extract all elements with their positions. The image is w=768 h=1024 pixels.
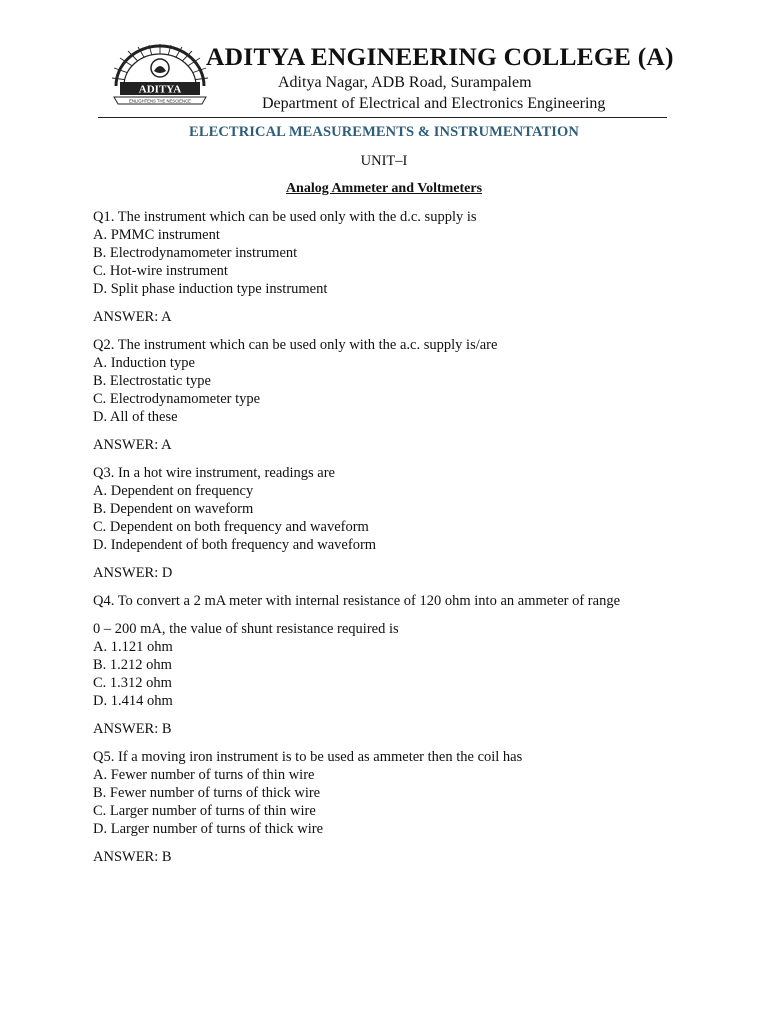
answer-text: ANSWER: B	[93, 721, 172, 737]
option-a: A. PMMC instrument	[93, 227, 220, 243]
question-block	[93, 748, 713, 866]
option-c: C. Dependent on both frequency and waveform	[93, 519, 369, 535]
option-d: D. All of these	[93, 409, 178, 425]
question-block	[93, 336, 713, 464]
question-text: Q2. The instrument which can be used only with the a.c. supply is/are	[93, 337, 498, 353]
question-text-continued: 0 – 200 mA, the value of shunt resistance required is	[93, 621, 399, 637]
question-text: Q5. If a moving iron instrument is to be used as ammeter then the coil has	[93, 749, 523, 765]
option-b: B. Fewer number of turns of thick wire	[93, 785, 321, 801]
option-c: C. 1.312 ohm	[93, 675, 172, 691]
svg-text:ADITYA: ADITYA	[138, 83, 182, 96]
option-a: A. Dependent on frequency	[93, 483, 254, 499]
document-header	[0, 0, 768, 120]
question-text: Q3. In a hot wire instrument, readings are	[93, 465, 335, 481]
question-text: Q4. To convert a 2 mA meter with internal resistance of 120 ohm into an ammeter of range	[93, 593, 621, 609]
option-a: A. Induction type	[93, 355, 195, 371]
unit-heading: UNIT–I	[360, 153, 408, 169]
header-divider	[98, 117, 667, 118]
question-list	[93, 208, 713, 866]
option-a: A. 1.121 ohm	[93, 639, 173, 655]
option-a: A. Fewer number of turns of thin wire	[93, 767, 315, 783]
option-d: D. Independent of both frequency and waveform	[93, 537, 377, 553]
college-address: Aditya Nagar, ADB Road, Surampalem	[278, 74, 532, 91]
option-b: B. 1.212 ohm	[93, 657, 172, 673]
college-name: ADITYA ENGINEERING COLLEGE (A)	[206, 42, 674, 71]
option-b: B. Dependent on waveform	[93, 501, 254, 517]
option-b: B. Electrostatic type	[93, 373, 211, 389]
course-title: ELECTRICAL MEASUREMENTS & INSTRUMENTATION	[189, 124, 579, 140]
question-text: Q1. The instrument which can be used only with the d.c. supply is	[93, 209, 477, 225]
option-d: D. Larger number of turns of thick wire	[93, 821, 324, 837]
option-c: C. Electrodynamometer type	[93, 391, 261, 407]
svg-text:ENLIGHTENS THE NESCIENCE: ENLIGHTENS THE NESCIENCE	[129, 98, 191, 104]
option-b: B. Electrodynamometer instrument	[93, 245, 298, 261]
option-d: D. 1.414 ohm	[93, 693, 173, 709]
topic-heading: Analog Ammeter and Voltmeters	[285, 181, 483, 196]
option-c: C. Larger number of turns of thin wire	[93, 803, 316, 819]
question-block	[93, 464, 713, 592]
department-name: Department of Electrical and Electronics Engineering	[262, 95, 606, 112]
answer-text: ANSWER: D	[93, 565, 173, 581]
answer-text: ANSWER: B	[93, 849, 172, 865]
answer-text: ANSWER: A	[93, 309, 172, 325]
answer-text: ANSWER: A	[93, 437, 172, 453]
question-block	[93, 592, 713, 748]
option-c: C. Hot-wire instrument	[93, 263, 228, 279]
question-block	[93, 208, 713, 336]
option-d: D. Split phase induction type instrument	[93, 281, 328, 297]
college-logo	[106, 44, 214, 108]
